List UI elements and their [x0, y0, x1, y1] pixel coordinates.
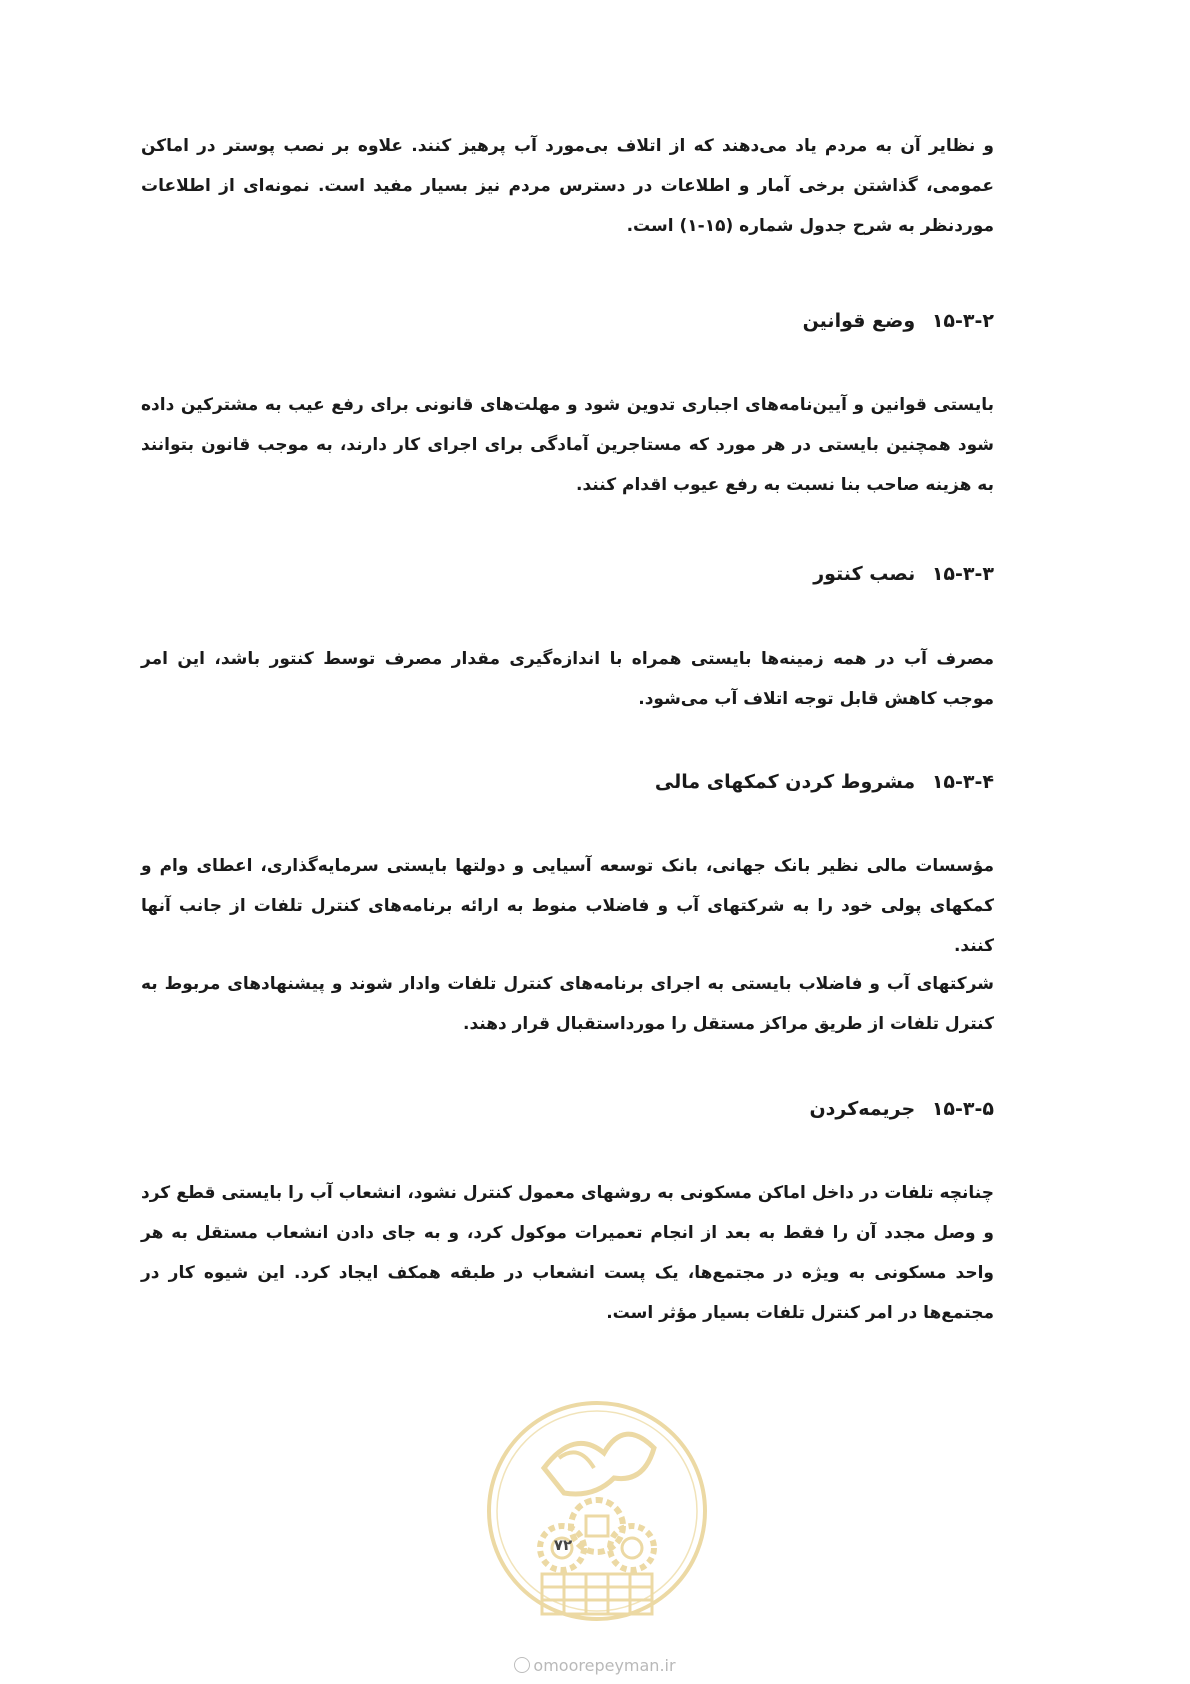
section-number: ۱۵-۳-۵	[931, 1098, 994, 1120]
section-title: وضع قوانین	[802, 310, 916, 332]
paragraph-intro: و نظایر آن به مردم یاد می‌دهند که از اتلاف بی‌مورد آب پرهیز کنند. علاوه بر نصب پوستر در اماکن عمومی، گذاشتن برخی آمار و اطلاعات در دسترس مردم نیز بسیار مفید است. نمونه‌ای از اطلاعات موردنظر به شرح جدول شماره (۱۵-۱) است.	[141, 136, 994, 236]
section-heading-meter	[141, 559, 994, 589]
watermark-url	[490, 1656, 700, 1675]
paragraph-laws: بایستی قوانین و آیین‌نامه‌های اجباری تدوین شود و مهلت‌های قانونی برای رفع عیب به مشترکین داده شود همچنین بایستی در هر مورد که مستاجرین آمادگی برای اجرای کار دارند، به موجب قانون بتوانند به هزینه صاحب بنا نسبت به رفع عیوب اقدام کنند.	[141, 395, 994, 495]
section-number: ۱۵-۳-۴	[931, 771, 994, 793]
paragraph-penalty: چنانچه تلفات در داخل اماکن مسکونی به روشهای معمول کنترل نشود، انشعاب آب را بایستی قطع کرد و وصل مجدد آن را فقط به بعد از انجام تعمیرات موکول کرد، و به جای دادن انشعاب مستقل به هر واحد مسکونی به ویژه در مجتمع‌ها، یک پست انشعاب در طبقه همکف ایجاد کرد. این شیوه کار در مجتمع‌ها در امر کنترل تلفات بسیار مؤثر است.	[141, 1183, 994, 1323]
section-heading-laws	[141, 306, 994, 336]
watermark-url-text: omoorepeyman.ir	[533, 1656, 676, 1675]
seal-watermark-icon	[484, 1398, 710, 1624]
globe-icon	[514, 1657, 530, 1673]
section-title: مشروط کردن کمکهای مالی	[654, 771, 916, 793]
section-number: ۱۵-۳-۳	[931, 563, 994, 585]
section-title: نصب کنتور	[813, 563, 916, 585]
section-heading-penalty	[141, 1094, 994, 1124]
paragraph-water-companies: شرکتهای آب و فاضلاب بایستی به اجرای برنامه‌های کنترل تلفات وادار شوند و پیشنهادهای مربوط به کنترل تلفات از طریق مراکز مستقل را مورداستقبال قرار دهند.	[141, 974, 994, 1034]
paragraph-financial-aid: مؤسسات مالی نظیر بانک جهانی، بانک توسعه آسیایی و دولتها بایستی سرمایه‌گذاری، اعطای وام و کمکهای پولی خود را به شرکتهای آب و فاضلاب منوط به ارائه برنامه‌های کنترل تلفات از جانب آنها کنند.	[141, 856, 994, 956]
page-number: ۷۲	[553, 1536, 573, 1554]
section-title: جریمه‌کردن	[809, 1098, 916, 1120]
section-number: ۱۵-۳-۲	[931, 310, 994, 332]
section-heading-financial-aid	[141, 767, 994, 797]
paragraph-meter: مصرف آب در همه زمینه‌ها بایستی همراه با اندازه‌گیری مقدار مصرف توسط کنتور باشد، این امر موجب کاهش قابل توجه اتلاف آب می‌شود.	[141, 649, 994, 709]
